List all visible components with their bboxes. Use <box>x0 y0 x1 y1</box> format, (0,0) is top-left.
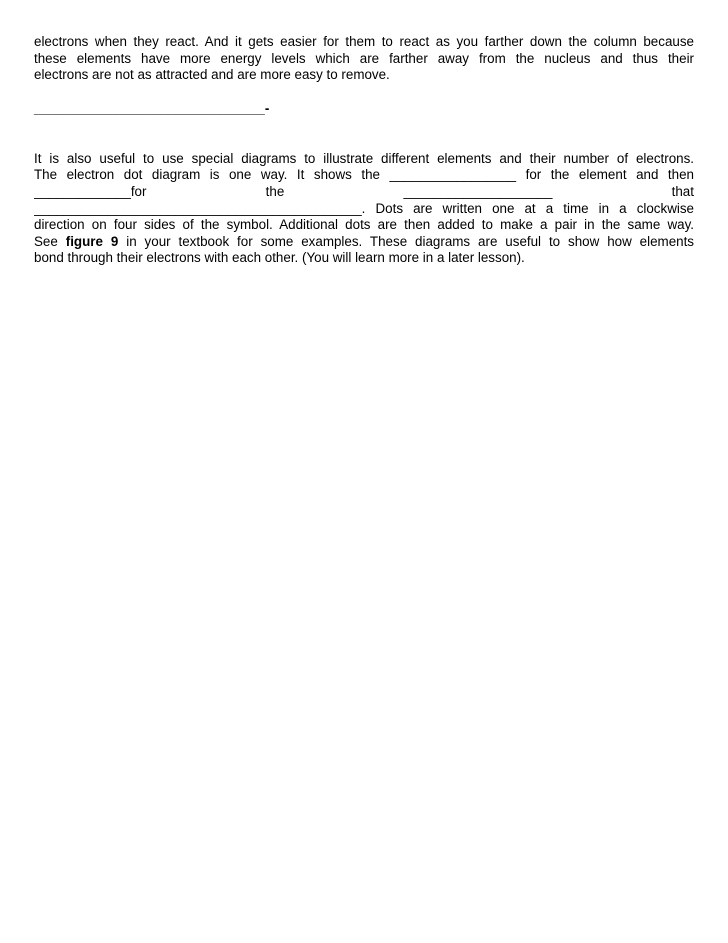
heading-blank: _______________________________- <box>34 100 270 116</box>
text-word: the <box>265 183 285 199</box>
text-line: electrons are not as attracted and are more easy to remove. <box>34 67 390 83</box>
text-line-spread <box>34 184 694 201</box>
spacer <box>34 117 694 151</box>
text-line-with-bold <box>34 234 694 251</box>
text-line: these elements have more energy levels which are farther away from the nucleus and thus their <box>34 50 694 66</box>
text-line: bond through their electrons with each other. (You will learn more in a later lesson). <box>34 250 525 266</box>
text-line: electrons when they react. And it gets easier for them to react as you farther down the column because <box>34 34 694 49</box>
text-line: direction on four sides of the symbol. Additional dots are then added to make a pair in the same way. <box>34 217 694 233</box>
figure-reference: figure 9 <box>65 233 119 249</box>
text-word: that <box>671 183 694 199</box>
fill-blank: _____________for <box>34 183 147 199</box>
text-segment: in your textbook for some examples. These diagrams are useful to show how elements <box>118 233 694 249</box>
document-page <box>34 34 694 267</box>
paragraph-reactivity <box>34 34 694 84</box>
text-line: ____________________________________________. Dots are written one at a time in a clockwise <box>34 200 694 216</box>
text-line: The electron dot diagram is one way. It shows the _________________ for the element and then <box>34 167 694 183</box>
paragraph-electron-dot <box>34 151 694 267</box>
text-segment: See <box>34 233 66 249</box>
fill-blank: ____________________ <box>403 183 553 199</box>
text-line: It is also useful to use special diagrams to illustrate different elements and their number of electrons. <box>34 150 694 166</box>
